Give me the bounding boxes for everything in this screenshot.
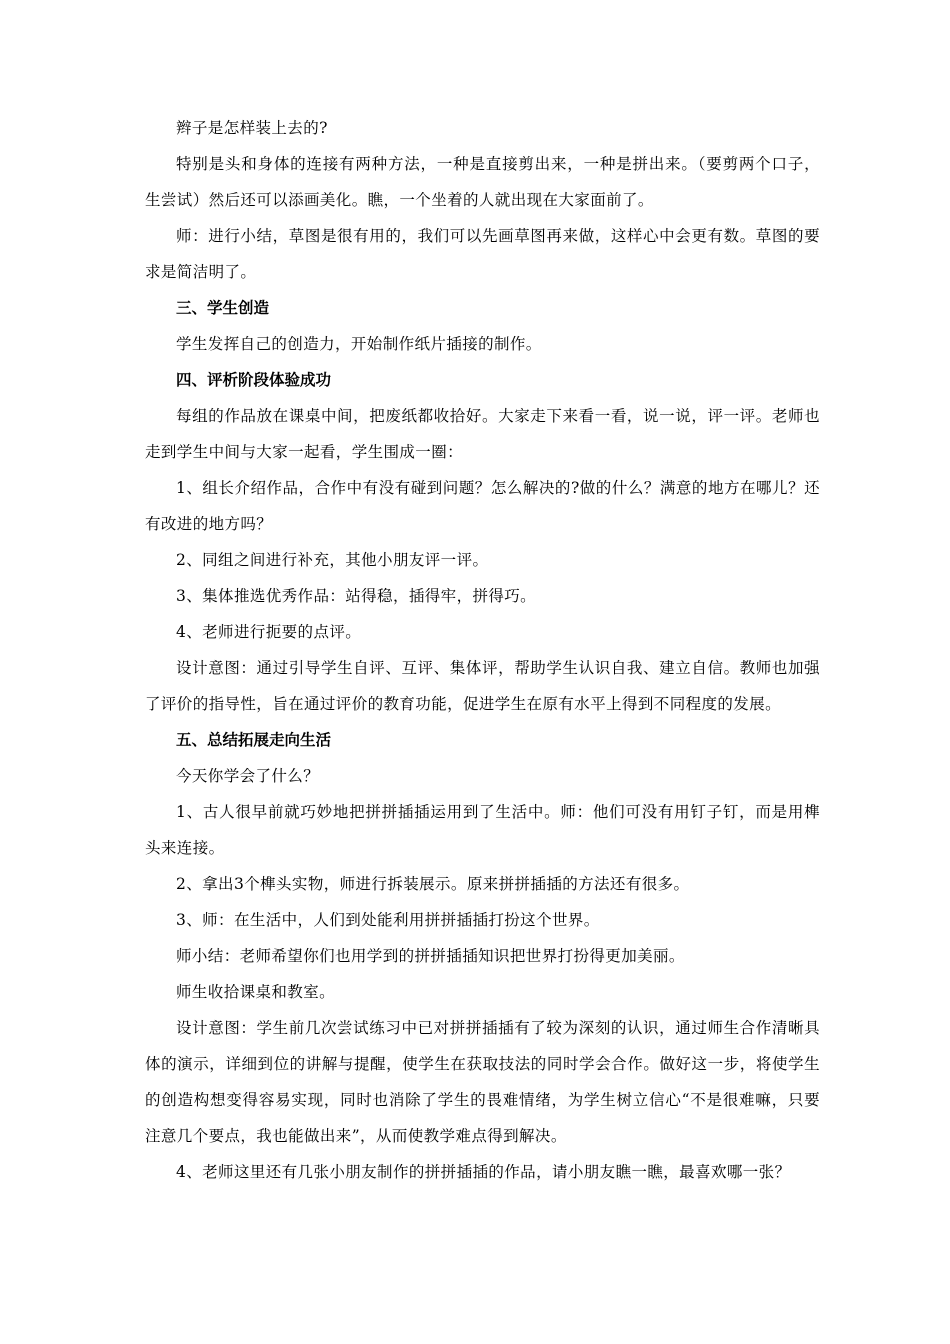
paragraph: 师：进行小结，草图是很有用的，我们可以先画草图再来做，这样心中会更有数。草图的要求是简洁明了。: [145, 227, 820, 281]
paragraph: 特别是头和身体的连接有两种方法，一种是直接剪出来，一种是拼出来。（要剪两个口子，生尝试）然后还可以添画美化。瞧，一个坐着的人就出现在大家面前了。: [145, 155, 820, 209]
paragraph: 每组的作品放在课桌中间，把废纸都收拾好。大家走下来看一看，说一说，评一评。老师也走到学生中间与大家一起看，学生围成一圈：: [145, 407, 820, 461]
list-item: 4、老师这里还有几张小朋友制作的拼拼插插的作品，请小朋友瞧一瞧，最喜欢哪一张？: [176, 1163, 791, 1181]
paragraph: 今天你学会了什么？: [176, 767, 320, 785]
design-intent-paragraph: 设计意图：学生前几次尝试练习中已对拼拼插插有了较为深刻的认识，通过师生合作清晰具体的演示，详细到位的讲解与提醒，使学生在获取技法的同时学会合作。做好这一步，将使学生的创造构想变得容易实现，同时也消除了学生的畏难情绪，为学生树立信心“不是很难嘛，只要注意几个要点，我也能做出来”，从而使教学难点得到解决。: [145, 1019, 820, 1145]
paragraph: 师生收拾课桌和教室。: [176, 983, 336, 1001]
list-item: 2、拿出3个榫头实物，师进行拆装展示。原来拼拼插插的方法还有很多。: [176, 875, 690, 893]
section-heading: 三、学生创造: [176, 299, 270, 317]
paragraph: 学生发挥自己的创造力，开始制作纸片插接的制作。: [176, 335, 542, 353]
list-item: 3、师：在生活中，人们到处能利用拼拼插插打扮这个世界。: [176, 911, 600, 929]
paragraph: 师小结：老师希望你们也用学到的拼拼插插知识把世界打扮得更加美丽。: [176, 947, 685, 965]
section-heading: 四、评析阶段体验成功: [176, 371, 332, 389]
list-item: 4、老师进行扼要的点评。: [176, 623, 362, 641]
list-item: 1、古人很早前就巧妙地把拼拼插插运用到了生活中。师：他们可没有用钉子钉，而是用榫头来连接。: [145, 803, 820, 857]
list-item: 2、同组之间进行补充，其他小朋友评一评。: [176, 551, 489, 569]
design-intent-paragraph: 设计意图：通过引导学生自评、互评、集体评，帮助学生认识自我、建立自信。教师也加强了评价的指导性，旨在通过评价的教育功能，促进学生在原有水平上得到不同程度的发展。: [145, 659, 820, 713]
paragraph: 辫子是怎样装上去的?: [176, 119, 328, 137]
section-heading: 五、总结拓展走向生活: [176, 731, 332, 749]
document-page: [145, 110, 820, 1190]
list-item: 1、组长介绍作品，合作中有没有碰到问题？怎么解决的?做的什么？满意的地方在哪儿？还有改进的地方吗？: [145, 479, 820, 533]
list-item: 3、集体推选优秀作品：站得稳，插得牢，拼得巧。: [176, 587, 537, 605]
